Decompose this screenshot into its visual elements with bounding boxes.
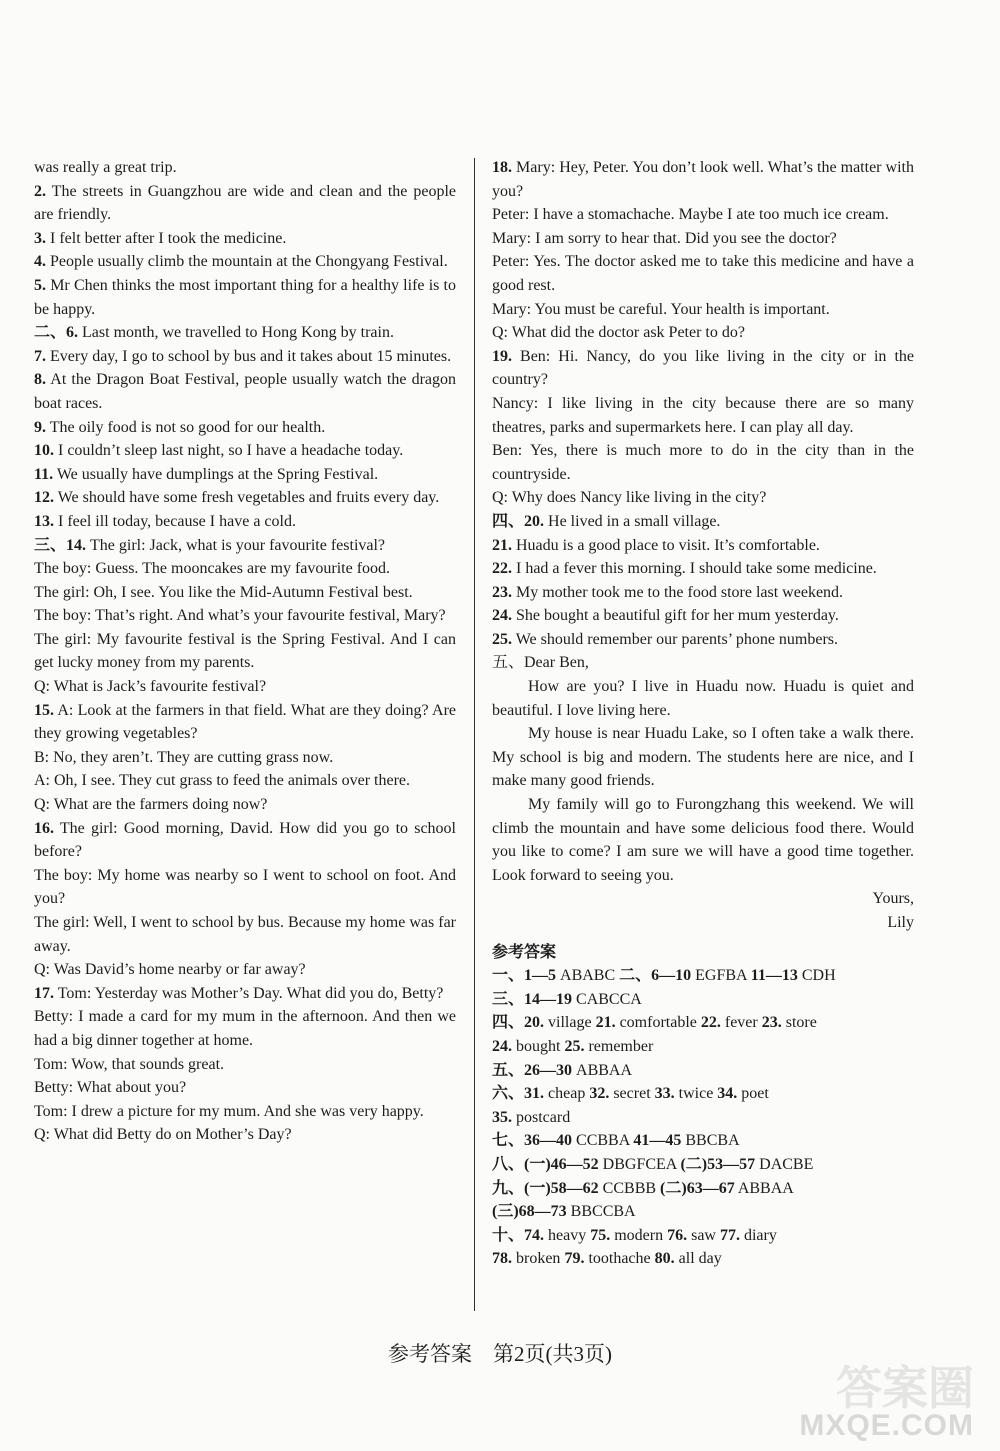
item-text: Q: What did the doctor ask Peter to do?: [492, 324, 745, 342]
item-text: A: Oh, I see. They cut grass to feed the animals over there.: [34, 772, 411, 790]
answer-range: 32.: [589, 1085, 610, 1103]
item-text: The streets in Guangzhou are wide and clean and the people are friendly.: [34, 182, 456, 224]
item-text: My mother took me to the food store last weekend.: [512, 583, 844, 601]
answer-range: 76.: [667, 1226, 688, 1244]
item-text: Huadu is a good place to visit. It’s comfortable.: [512, 536, 820, 554]
answer-range: 三、14—19: [492, 990, 573, 1008]
text-line: [492, 250, 914, 297]
text-line: [34, 911, 456, 958]
text-line: [34, 699, 456, 746]
item-number: 8.: [34, 371, 46, 389]
text-line: [492, 581, 914, 605]
answer-range: (二)53—57: [680, 1155, 756, 1173]
item-number: 5.: [34, 276, 46, 294]
text-line: [34, 793, 456, 817]
answer-value: bought: [512, 1037, 565, 1055]
text-line: [34, 439, 456, 463]
answer-range: 一、1—5: [492, 967, 557, 985]
answer-value: ABBAA: [572, 1061, 633, 1079]
item-text: Peter: Yes. The doctor asked me to take this medicine and have a good rest.: [492, 253, 914, 294]
answer-range: 80.: [654, 1250, 675, 1268]
watermark-chars: 答案圈: [836, 1361, 974, 1415]
item-number: 9.: [34, 418, 46, 436]
answer-value: village: [544, 1014, 596, 1032]
answer-value: all day: [674, 1250, 722, 1268]
item-text: Tom: Yesterday was Mother’s Day. What did you do, Betty?: [54, 984, 444, 1002]
answer-value: CCBBA: [572, 1132, 634, 1150]
item-number: 四、20.: [492, 512, 545, 530]
text-line: [492, 392, 914, 439]
left-column: [34, 156, 456, 1147]
text-line: [34, 180, 456, 227]
item-text: I felt better after I took the medicine.: [46, 229, 287, 247]
item-text: Q: What are the farmers doing now?: [34, 796, 268, 814]
answer-line: [492, 1224, 914, 1248]
answer-value: DACBE: [755, 1155, 814, 1173]
item-text: The girl: Oh, I see. You like the Mid-Autumn Festival best.: [34, 583, 413, 601]
answer-range: 九、(一)58—62: [492, 1179, 599, 1197]
answer-value: remember: [584, 1037, 654, 1055]
letter-paragraph: My family will go to Furongzhang this weekend. We will climb the mountain and have some delicious food there. Would you like to come? I am sure we will have a good time together. Look forward to seeing you.: [492, 796, 914, 884]
answer-range: 11—13: [750, 967, 798, 985]
text-line: [34, 1123, 456, 1147]
item-number: 18.: [492, 159, 512, 176]
item-number: 17.: [34, 984, 54, 1002]
answer-value: toothache: [584, 1250, 655, 1268]
answer-value: broken: [512, 1250, 565, 1268]
item-text: The oily food is not so good for our health.: [46, 418, 326, 436]
watermark-logo: [800, 1348, 980, 1443]
text-line: [34, 250, 456, 274]
item-number: 25.: [492, 630, 512, 648]
item-number: 15.: [34, 701, 54, 719]
item-text: The girl: Well, I went to school by bus. Because my home was far away.: [34, 914, 456, 955]
item-number: 10.: [34, 442, 54, 460]
answer-value: heavy: [544, 1226, 591, 1244]
watermark-url: MXQE.COM: [799, 1409, 974, 1442]
text-line: [492, 227, 914, 251]
text-line: [34, 746, 456, 770]
item-text: Peter: I have a stomachache. Maybe I ate too much ice cream.: [492, 206, 889, 224]
answer-key-title: 参考答案: [492, 943, 557, 961]
item-text: Tom: Wow, that sounds great.: [34, 1055, 225, 1073]
text-line: [34, 581, 456, 605]
item-text: I had a fever this morning. I should take some medicine.: [512, 560, 877, 578]
letter: [492, 651, 914, 934]
answer-range: 七、36—40: [492, 1132, 573, 1150]
answer-value: ABABC: [556, 967, 620, 985]
answer-value: CDH: [797, 967, 836, 985]
item-text: The girl: Good morning, David. How did you go to school before?: [34, 819, 456, 861]
item-text: People usually climb the mountain at the Chongyang Festival.: [46, 253, 448, 271]
item-number: 二、6.: [34, 324, 79, 342]
item-text: Last month, we travelled to Hong Kong by train.: [78, 324, 394, 342]
text-line: [34, 227, 456, 251]
answer-line: [492, 1129, 914, 1153]
answer-line: [492, 964, 914, 988]
item-number: 3.: [34, 229, 46, 247]
text-line: [492, 486, 914, 510]
item-text: He lived in a small village.: [544, 512, 721, 530]
item-text: The boy: My home was nearby so I went to school on foot. And you?: [34, 866, 456, 908]
answer-value: BBCBA: [681, 1132, 740, 1150]
letter-paragraph: How are you? I live in Huadu now. Huadu is quiet and beautiful. I love living here.: [492, 678, 914, 719]
item-number: 13.: [34, 512, 54, 530]
item-text: Mary: I am sorry to hear that. Did you see the doctor?: [492, 229, 837, 247]
item-text: Q: What did Betty do on Mother’s Day?: [34, 1126, 292, 1144]
item-number: 16.: [34, 819, 54, 837]
text-line: [34, 817, 456, 864]
answer-value: CCBBB: [598, 1179, 661, 1197]
item-text: We usually have dumplings at the Spring Festival.: [53, 465, 379, 483]
text-line: [34, 769, 456, 793]
text-line: [34, 486, 456, 510]
text-line: [34, 156, 456, 180]
answer-value: diary: [739, 1226, 777, 1244]
text-line: [34, 345, 456, 369]
answer-line: [492, 988, 914, 1012]
text-line: [492, 298, 914, 322]
answer-value: saw: [687, 1226, 720, 1244]
text-line: [492, 156, 914, 203]
answer-value: store: [781, 1014, 817, 1032]
answer-range: 79.: [564, 1250, 585, 1268]
answer-range: 24.: [492, 1037, 512, 1055]
item-text: The boy: That’s right. And what’s your favourite festival, Mary?: [34, 607, 446, 625]
item-number: 7.: [34, 347, 46, 365]
text-line: [492, 534, 914, 558]
item-number: 三、14.: [34, 536, 87, 554]
item-text: Ben: Hi. Nancy, do you like living in the city or in the country?: [492, 347, 914, 389]
letter-paragraph: My house is near Huadu Lake, so I often take a walk there. My school is big and modern. The students here are nice, and I make many good friends.: [492, 725, 914, 790]
answer-range: 35.: [492, 1108, 512, 1126]
text-line: [34, 628, 456, 675]
item-number: 12.: [34, 489, 54, 507]
answer-line: [492, 1011, 914, 1035]
answer-range: 25.: [564, 1037, 585, 1055]
item-number: 24.: [492, 607, 512, 625]
answer-range: 八、(一)46—52: [492, 1155, 599, 1173]
answer-line: [492, 1153, 914, 1177]
item-number: 21.: [492, 536, 512, 554]
item-text: Mr Chen thinks the most important thing for a healthy life is to be happy.: [34, 276, 456, 318]
answer-range: 五、26—30: [492, 1061, 573, 1079]
answer-range: 34.: [717, 1085, 738, 1103]
text-line: [34, 864, 456, 911]
text-line: [492, 345, 914, 392]
text-line: [492, 321, 914, 345]
answer-value: comfortable: [615, 1014, 701, 1032]
answer-range: 23.: [761, 1014, 782, 1032]
text-line: [34, 958, 456, 982]
text-line: [34, 1100, 456, 1124]
text-line: [492, 628, 914, 652]
text-line: [34, 368, 456, 415]
text-line: [34, 510, 456, 534]
item-text: The girl: Jack, what is your favourite festival?: [86, 536, 386, 554]
text-line: [492, 439, 914, 486]
item-number: 4.: [34, 253, 46, 271]
answer-value: BBCCBA: [566, 1203, 636, 1221]
text-line: [34, 1005, 456, 1052]
answer-value: DBGFCEA: [598, 1155, 681, 1173]
item-number: 22.: [492, 560, 512, 578]
answer-range: 21.: [595, 1014, 616, 1032]
item-text: was really a great trip.: [34, 159, 177, 176]
right-column-items: [492, 156, 914, 651]
item-text: Ben: Yes, there is much more to do in the city than in the countryside.: [492, 442, 914, 483]
answer-range: 十、74.: [492, 1226, 545, 1244]
item-number: 11.: [34, 465, 54, 483]
text-line: [34, 557, 456, 581]
answer-value: fever: [720, 1014, 762, 1032]
item-text: Tom: I drew a picture for my mum. And she was very happy.: [34, 1102, 424, 1120]
letter-greeting: 五、Dear Ben,: [492, 654, 589, 672]
answer-line: [492, 1177, 914, 1201]
answer-range: 二、6—10: [619, 967, 692, 985]
answer-line: [492, 1059, 914, 1083]
text-line: [34, 463, 456, 487]
answer-value: ABBAA: [734, 1179, 794, 1197]
answer-key-lines: [492, 964, 914, 1271]
text-line: [34, 321, 456, 345]
item-text: Nancy: I like living in the city because there are so many theatres, parks and supermarkets here. I can play all day.: [492, 394, 914, 436]
text-line: [34, 416, 456, 440]
item-text: I couldn’t sleep last night, so I have a headache today.: [54, 442, 404, 460]
answer-value: postcard: [512, 1108, 571, 1126]
text-line: [34, 534, 456, 558]
text-line: [492, 604, 914, 628]
answer-value: EGFBA: [691, 967, 751, 985]
answer-key: [492, 941, 914, 1271]
text-line: [34, 1076, 456, 1100]
text-line: [492, 557, 914, 581]
item-number: 2.: [34, 182, 46, 200]
item-text: We should have some fresh vegetables and fruits every day.: [54, 489, 440, 507]
answer-range: (三)68—73: [492, 1203, 567, 1221]
letter-signature: Lily: [887, 914, 914, 931]
item-text: Q: What is Jack’s favourite festival?: [34, 678, 267, 696]
item-text: Every day, I go to school by bus and it takes about 15 minutes.: [46, 347, 452, 365]
answer-range: 41—45: [633, 1132, 682, 1150]
text-line: [34, 675, 456, 699]
item-text: At the Dragon Boat Festival, people usually watch the dragon boat races.: [34, 371, 456, 412]
answer-line: [492, 1200, 914, 1224]
item-text: She bought a beautiful gift for her mum yesterday.: [512, 607, 839, 625]
answer-line: [492, 1247, 914, 1271]
text-line: [492, 203, 914, 227]
letter-closing: Yours,: [872, 890, 914, 908]
answer-value: twice: [674, 1085, 718, 1103]
answer-range: 六、31.: [492, 1085, 545, 1103]
right-column: [492, 156, 914, 1271]
item-text: B: No, they aren’t. They are cutting grass now.: [34, 748, 334, 766]
answer-range: 77.: [719, 1226, 740, 1244]
answer-range: 四、20.: [492, 1014, 545, 1032]
item-text: Q: Why does Nancy like living in the city?: [492, 489, 767, 507]
text-line: [34, 982, 456, 1006]
answer-value: modern: [610, 1226, 668, 1244]
answer-line: [492, 1106, 914, 1130]
item-text: I feel ill today, because I have a cold.: [54, 512, 296, 530]
item-text: Betty: I made a card for my mum in the afternoon. And then we had a big dinner together at home.: [34, 1008, 456, 1049]
item-text: Mary: You must be careful. Your health is important.: [492, 300, 830, 318]
text-line: [492, 510, 914, 534]
item-text: Mary: Hey, Peter. You don’t look well. What’s the matter with you?: [492, 159, 914, 200]
page-footer: 参考答案 第2页(共3页): [388, 1342, 612, 1366]
answer-value: CABCCA: [572, 990, 642, 1008]
item-text: The boy: Guess. The mooncakes are my favourite food.: [34, 560, 391, 578]
item-number: 23.: [492, 583, 512, 601]
answer-range: (二)63—67: [660, 1179, 735, 1197]
answer-value: poet: [737, 1085, 769, 1103]
item-text: Q: Was David’s home nearby or far away?: [34, 961, 306, 979]
answer-range: 33.: [654, 1085, 675, 1103]
answer-range: 75.: [590, 1226, 611, 1244]
item-text: We should remember our parents’ phone numbers.: [512, 630, 839, 648]
item-text: Betty: What about you?: [34, 1079, 187, 1097]
answer-line: [492, 1082, 914, 1106]
answer-value: secret: [609, 1085, 655, 1103]
answer-range: 22.: [700, 1014, 721, 1032]
text-line: [34, 274, 456, 321]
answer-range: 78.: [492, 1250, 512, 1268]
column-divider: [474, 158, 475, 1311]
item-text: The girl: My favourite festival is the Spring Festival. And I can get lucky money from my parents.: [34, 630, 456, 672]
answer-line: [492, 1035, 914, 1059]
text-line: [34, 604, 456, 628]
text-line: [34, 1053, 456, 1077]
answer-value: cheap: [544, 1085, 590, 1103]
item-text: A: Look at the farmers in that field. What are they doing? Are they growing vegetables?: [34, 701, 456, 743]
item-number: 19.: [492, 347, 512, 365]
